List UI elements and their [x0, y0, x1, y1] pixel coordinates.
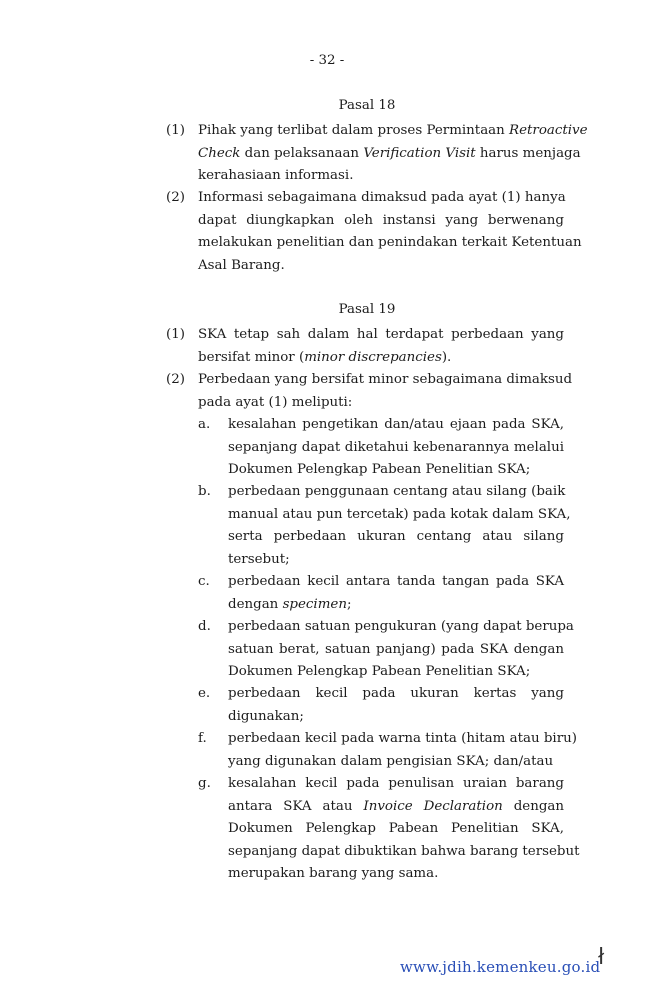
- italic-term: specimen: [282, 596, 347, 612]
- italic-term: Verification Visit: [363, 145, 476, 161]
- text-run: satuan berat, satuan panjang) pada SKA dengan: [228, 641, 564, 657]
- text-run: tersebut;: [228, 551, 290, 567]
- text-line: [228, 571, 564, 594]
- text-run: pada ayat (1) meliputi:: [198, 394, 353, 410]
- text-line: [228, 751, 564, 774]
- italic-term: minor discrepancies: [304, 349, 442, 365]
- text-run: perbedaan penggunaan centang atau silang (baik: [228, 484, 566, 499]
- text-line: [228, 818, 564, 841]
- text-run: perbedaan satuan pengukuran (yang dapat berupa: [228, 619, 574, 634]
- text-line: [228, 437, 564, 460]
- paraf-initial-mark: ł: [598, 945, 605, 970]
- ayat-number: (2): [166, 190, 185, 205]
- text-run: SKA tetap sah dalam hal terdapat perbedaan yang: [198, 327, 564, 342]
- text-line: [228, 661, 564, 684]
- text-run: perbedaan kecil pada warna tinta (hitam atau biru): [228, 731, 577, 746]
- text-run: dan pelaksanaan: [240, 145, 364, 161]
- list-letter: a.: [198, 417, 211, 432]
- text-line: [198, 255, 564, 278]
- text-line: [228, 639, 564, 662]
- text-line: [198, 347, 564, 370]
- text-run: Dokumen Pelengkap Pabean Penelitian SKA;: [228, 664, 531, 679]
- text-run: manual atau pun tercetak) pada kotak dalam SKA,: [228, 506, 571, 522]
- text-line: [228, 504, 571, 527]
- text-run: melakukan penelitian dan penindakan terkait Ketentuan: [198, 235, 582, 250]
- text-line: [228, 863, 564, 886]
- text-run: Perbedaan yang bersifat minor sebagaimana dimaksud: [198, 372, 573, 387]
- list-letter: b.: [198, 484, 211, 499]
- ayat-number: (1): [166, 123, 185, 138]
- text-line: [228, 773, 564, 796]
- text-run: Dokumen Pelengkap Pabean Penelitian SKA;: [228, 462, 531, 477]
- text-run: serta perbedaan ukuran centang atau silang: [228, 529, 564, 544]
- text-line: [228, 414, 564, 437]
- text-run: Asal Barang.: [198, 257, 285, 273]
- text-line: [228, 594, 564, 617]
- list-letter: g.: [198, 776, 211, 791]
- pasal-18-title: Pasal 18: [338, 98, 396, 113]
- text-line: [198, 232, 582, 255]
- text-run: bersifat minor (: [198, 349, 305, 365]
- text-run: ;: [346, 596, 352, 612]
- text-line: [198, 210, 564, 233]
- text-line: [228, 549, 564, 572]
- text-run: Pihak yang terlibat dalam proses Permintaan: [198, 123, 510, 138]
- text-line: [228, 706, 564, 729]
- text-line: [228, 481, 564, 504]
- text-run: sepanjang dapat diketahui kebenarannya melalui: [228, 439, 564, 455]
- text-line: [228, 796, 564, 819]
- text-run: kerahasiaan informasi.: [198, 168, 354, 183]
- text-run: dengan: [502, 798, 564, 814]
- list-letter: f.: [198, 731, 207, 746]
- text-run: digunakan;: [228, 708, 304, 724]
- list-letter: e.: [198, 686, 211, 701]
- text-line: [228, 459, 564, 482]
- text-run: Dokumen Pelengkap Pabean Penelitian SKA,: [228, 821, 564, 836]
- text-line: [198, 369, 573, 392]
- text-run: yang digunakan dalam pengisian SKA; dan/atau: [228, 753, 554, 769]
- text-line: [198, 143, 581, 166]
- italic-term: Retroactive: [509, 123, 588, 138]
- text-run: antara SKA atau: [228, 798, 364, 814]
- text-line: [228, 841, 580, 864]
- list-letter: d.: [198, 619, 211, 634]
- text-line: [228, 683, 564, 706]
- pasal-19-title: Pasal 19: [338, 302, 396, 317]
- text-line: [198, 187, 564, 210]
- text-run: perbedaan kecil antara tanda tangan pada SKA: [228, 574, 564, 589]
- ayat-number: (2): [166, 372, 185, 387]
- text-line: [198, 392, 564, 415]
- italic-term: Check: [198, 145, 241, 161]
- text-run: kesalahan pengetikan dan/atau ejaan pada SKA,: [228, 417, 564, 432]
- text-run: sepanjang dapat dibuktikan bahwa barang tersebut: [228, 843, 580, 859]
- page-number: - 32 -: [309, 53, 345, 68]
- footer-website-link[interactable]: www.jdih.kemenkeu.go.id: [400, 958, 601, 976]
- text-line: [228, 526, 564, 549]
- text-run: dapat diungkapkan oleh instansi yang berwenang: [198, 212, 564, 228]
- text-run: dengan: [228, 596, 283, 612]
- text-line: [198, 324, 564, 347]
- text-line: [228, 616, 574, 639]
- text-run: ).: [441, 349, 452, 365]
- text-run: kesalahan kecil pada penulisan uraian barang: [228, 776, 564, 791]
- italic-term: Invoice Declaration: [363, 798, 503, 814]
- text-line: [198, 165, 564, 188]
- text-line: [228, 728, 577, 751]
- text-run: perbedaan kecil pada ukuran kertas yang: [228, 686, 564, 701]
- list-letter: c.: [198, 574, 210, 589]
- text-run: harus menjaga: [475, 145, 581, 161]
- text-run: Informasi sebagaimana dimaksud pada ayat (1) hanya: [198, 190, 566, 205]
- text-run: merupakan barang yang sama.: [228, 866, 439, 881]
- ayat-number: (1): [166, 327, 185, 342]
- text-line: [198, 120, 588, 143]
